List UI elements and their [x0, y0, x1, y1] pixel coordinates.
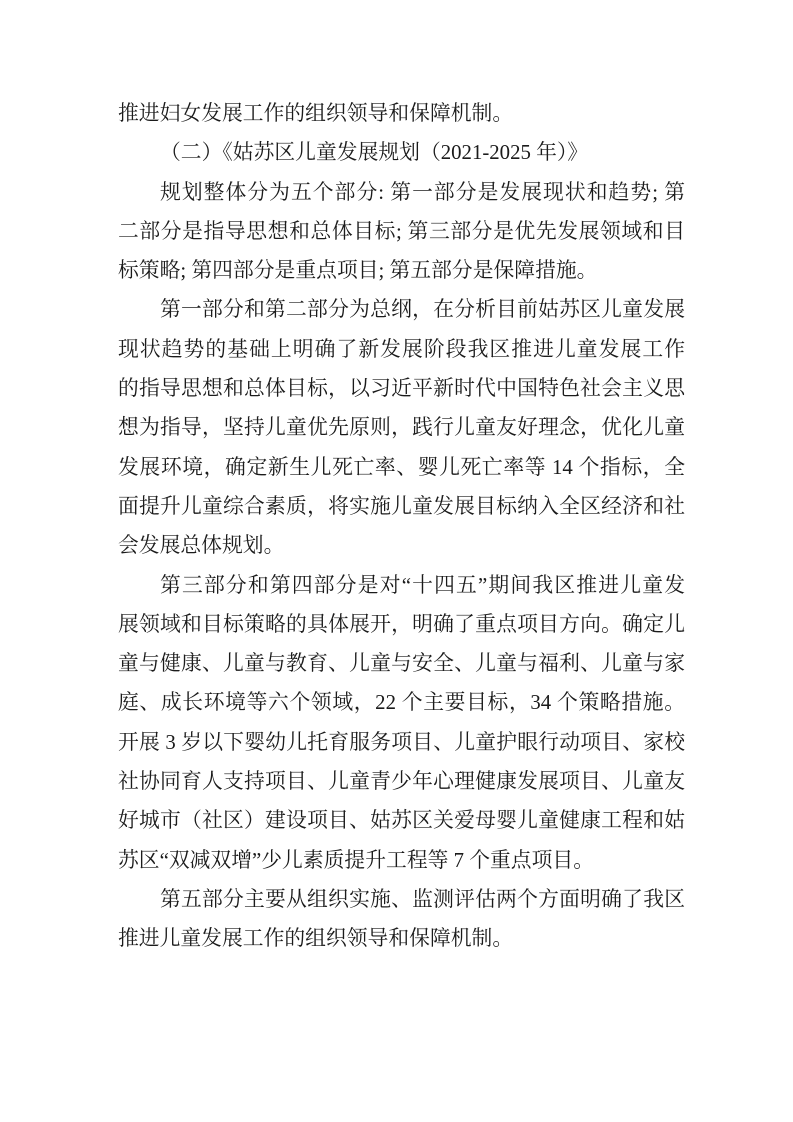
- document-body: [118, 94, 685, 959]
- para-part-3-4-line-6: 社协同育人支持项目、儿童青少年心理健康发展项目、儿童友: [118, 770, 685, 794]
- para-part-1-2-line-5: 发展环境，确定新生儿死亡率、婴儿死亡率等 14 个指标，全: [118, 455, 685, 479]
- para-part-1-2-line-3: 的指导思想和总体目标，以习近平新时代中国特色社会主义思: [118, 377, 685, 401]
- para-part-1-2-line-6: 面提升儿童综合素质，将实施儿童发展目标纳入全区经济和社: [118, 494, 685, 518]
- para-part-5-line-1: 第五部分主要从组织实施、监测评估两个方面明确了我区: [160, 887, 685, 911]
- para-part-3-4-line-8: 苏区“双减双增”少儿素质提升工程等 7 个重点项目。: [118, 848, 594, 872]
- para-continuation-line-1: 推进妇女发展工作的组织领导和保障机制。: [118, 102, 514, 125]
- para-part-1-2-line-7: 会发展总体规划。: [118, 534, 285, 558]
- para-part-3-4-line-2: 展领域和目标策略的具体展开，明确了重点项目方向。确定儿: [118, 612, 685, 636]
- heading-section-2-line-1: （二）《姑苏区儿童发展规划（2021-2025 年）》: [160, 141, 589, 165]
- para-part-3-4-line-4: 庭、成长环境等六个领域，22 个主要目标，34 个策略措施。: [118, 691, 685, 715]
- para-plan-overview-line-2: 二部分是指导思想和总体目标; 第三部分是优先发展领域和目: [118, 219, 685, 243]
- para-part-3-4-line-1: 第三部分和第四部分是对“十四五”期间我区推进儿童发: [160, 573, 685, 597]
- para-part-3-4-line-5: 开展 3 岁以下婴幼儿托育服务项目、儿童护眼行动项目、家校: [118, 730, 685, 754]
- para-part-1-2-line-4: 想为指导，坚持儿童优先原则，践行儿童友好理念，优化儿童: [118, 416, 685, 440]
- para-part-3-4-line-7: 好城市（社区）建设项目、姑苏区关爱母婴儿童健康工程和姑: [118, 809, 685, 833]
- para-part-5-line-2: 推进儿童发展工作的组织领导和保障机制。: [118, 927, 514, 951]
- para-plan-overview-line-3: 标策略; 第四部分是重点项目; 第五部分是保障措施。: [118, 259, 598, 283]
- para-part-1-2-line-2: 现状趋势的基础上明确了新发展阶段我区推进儿童发展工作: [118, 337, 685, 361]
- para-plan-overview-line-1: 规划整体分为五个部分: 第一部分是发展现状和趋势; 第: [160, 180, 685, 204]
- para-part-1-2-line-1: 第一部分和第二部分为总纲，在分析目前姑苏区儿童发展: [160, 298, 685, 322]
- para-part-3-4-line-3: 童与健康、儿童与教育、儿童与安全、儿童与福利、儿童与家: [118, 652, 685, 676]
